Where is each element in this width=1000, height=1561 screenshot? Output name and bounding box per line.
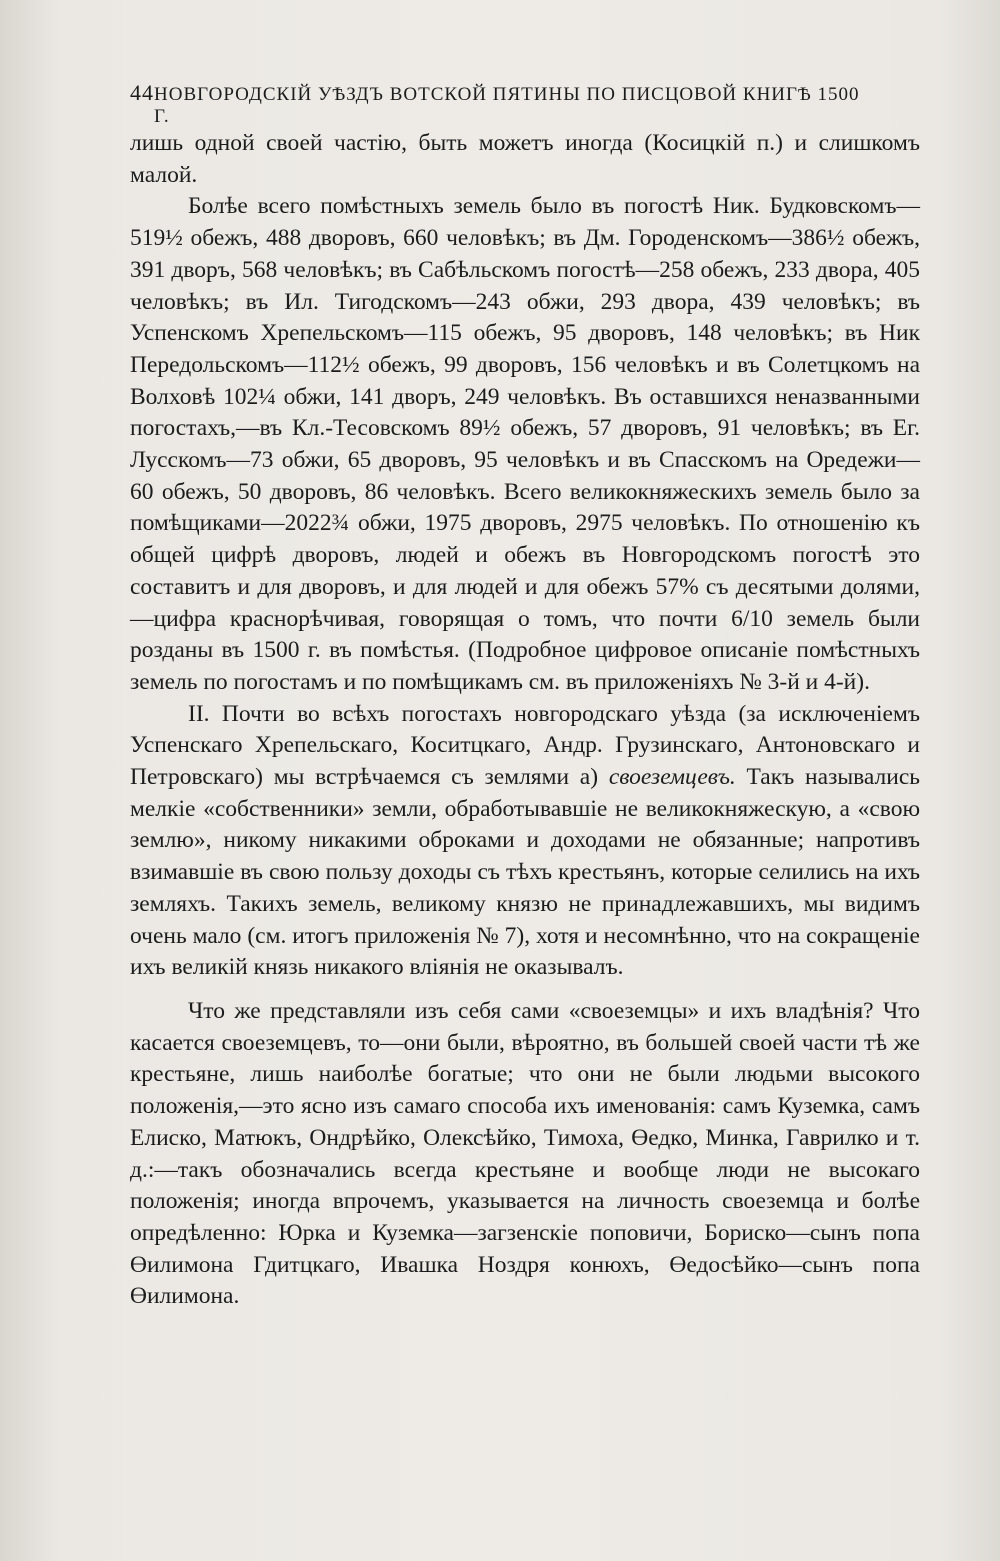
running-title: НОВГОРОДСКІЙ УѢЗДЪ ВОТСКОЙ ПЯТИНЫ ПО ПИСЦОВОЙ КНИГѢ 1500 Г. — [154, 84, 860, 127]
italic-term: своеземцевъ. — [608, 764, 736, 791]
paragraph-pomestnye: Болѣе всего помѣстныхъ земель было въ погостѣ Ник. Будковскомъ—519½ обежъ, 488 дворовъ, 660 человѣкъ; въ Дм. Городенскомъ—386½ обежъ, 391 дворъ, 568 человѣкъ; въ Сабѣльскомъ погостѣ—258 обежъ, 233 двора, 405 человѣкъ; въ Ил. Тигодскомъ—243 обжи, 293 двора, 439 человѣкъ; въ Успенскомъ Хрепельскомъ—115 обежъ, 95 дворовъ, 148 человѣкъ; въ Ник Передольскомъ—112½ обежъ, 99 дворовъ, 156 человѣкъ и въ Солетцкомъ на Волховѣ 102¼ обжи, 141 дворъ, 249 человѣкъ. Въ оставшихся неназванными погостахъ,—въ Кл.-Тесовскомъ 89½ обежъ, 57 дворовъ, 91 человѣкъ; въ Ег. Лусскомъ—73 обжи, 65 дворовъ, 95 человѣкъ и въ Спасскомъ на Оредежи—60 обежъ, 50 дворовъ, 86 человѣкъ. Всего великокняжескихъ земель было за помѣщиками—2022¾ обжи, 1975 дворовъ, 2975 человѣкъ. По отношенію къ общей цифрѣ дворовъ, людей и обежъ въ Новгородскомъ погостѣ это составитъ и для дворовъ, и для людей и для обежъ 57% съ десятыми долями,—цифра краснорѣчивая, говорящая о томъ, что почти 6/10 земель были розданы въ 1500 г. въ помѣстья. (Подробное цифровое описаніе помѣстныхъ земель по погостамъ и по помѣщикамъ см. въ приложеніяхъ № 3-й и 4-й). — [130, 193, 920, 695]
page-header — [130, 80, 866, 128]
paragraph-svoezemtsy — [130, 699, 920, 984]
paragraph-continued: лишь одной своей частію, быть можетъ иногда (Косицкій п.) и слишкомъ малой. — [130, 130, 920, 188]
paragraph-gap — [130, 984, 920, 996]
paragraph-question: Что же представляли изъ себя сами «своеземцы» и ихъ владѣнія? Что касается своеземцевъ, то—они были, вѣроятно, въ большей своей части тѣ же крестьяне, лишь наиболѣе богатые; что они не были людьми высокого положенія,—это ясно изъ самаго способа ихъ именованія: самъ Куземка, самъ Елиско, Матюкъ, Ондрѣйко, Олексѣйко, Тимоха, Өедко, Минка, Гаврилко и т. д.:—такъ обозначались всегда крестьяне и вообще люди не высокаго положенія; иногда впрочемъ, указывается на личность своеземца и болѣе опредѣленно: Юрка и Куземка—загзенскіе поповичи, Бориско—сынъ попа Өилимона Гдитцкаго, Ивашка Ноздря конюхъ, Өедосѣйко—сынъ попа Өилимона. — [130, 997, 920, 1310]
page-number: 44 — [130, 80, 154, 105]
paragraph-svoezemtsy-continued: Такъ назывались мелкіе «собственники» земли, обработывавшіе не великокняжескую, а «свою землю», никому никакими оброками и доходами не обязанные; напротивъ взимавшіе въ свою пользу доходы съ тѣхъ крестьянъ, которые селились на ихъ земляхъ. Такихъ земель, великому князю не принадлежавшихъ, мы видимъ очень мало (см. итогъ приложенія № 7), хотя и несомнѣнно, что на сокращеніе ихъ великій князь никакого вліянія не оказывалъ. — [130, 764, 921, 981]
page-body — [130, 128, 920, 1313]
paragraph-svoezemtsy-text: II. Почти во всѣхъ погостахъ новгородскаго уѣзда (за исключеніемъ Успенскаго Хрепельскаго, Коситцкаго, Андр. Грузинскаго, Антоновскаго и Петровскаго) мы встрѣчаемся съ землями а) — [130, 700, 920, 791]
